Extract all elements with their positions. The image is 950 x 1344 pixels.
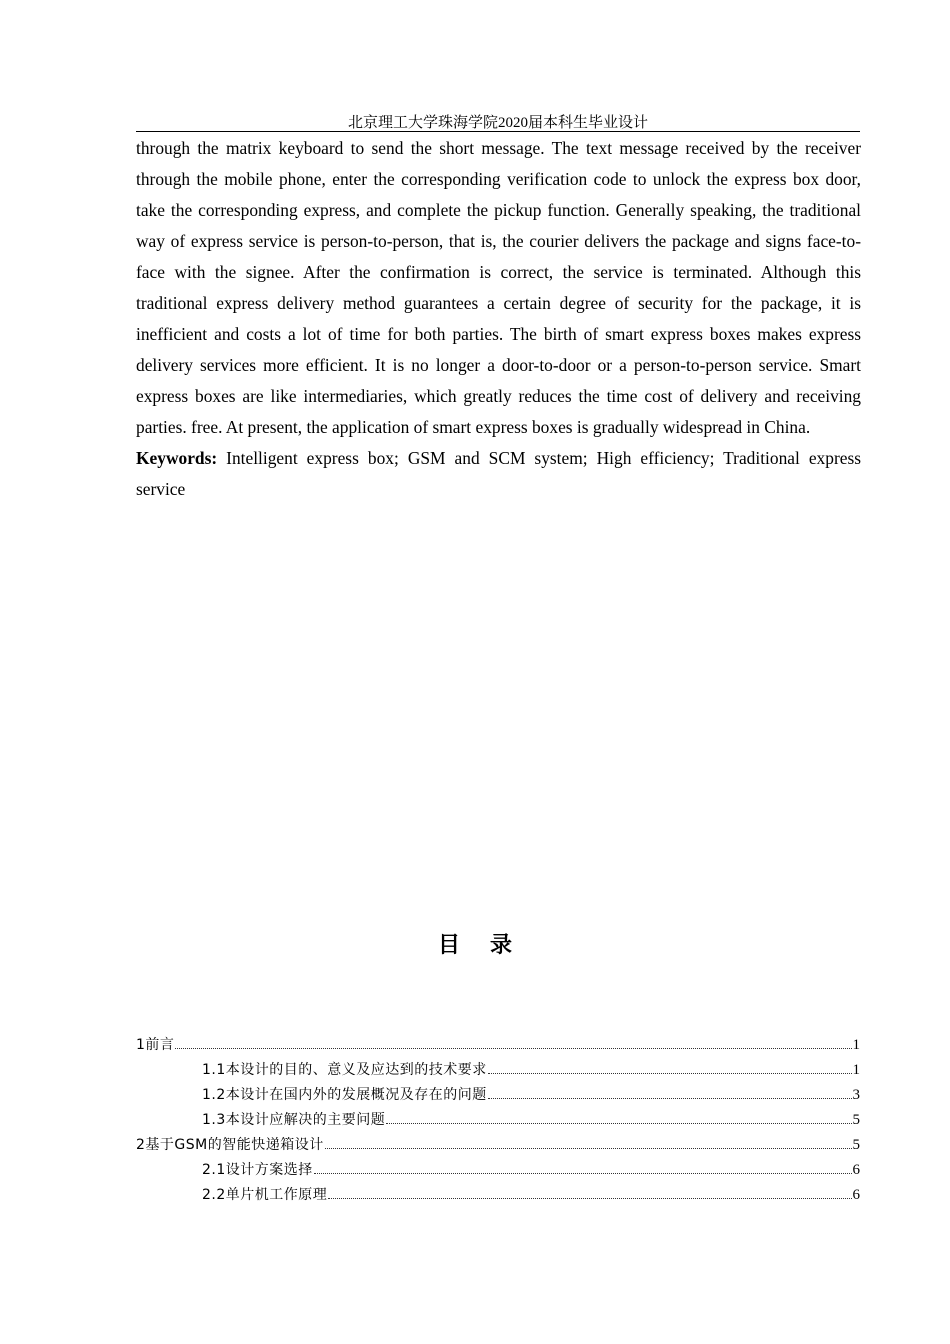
- toc-entry-title: 2基于GSM的智能快递箱设计: [136, 1137, 324, 1153]
- toc-leader-dots: [175, 1048, 851, 1049]
- toc-leader-dots: [386, 1123, 851, 1124]
- toc-entry[interactable]: [136, 1033, 860, 1058]
- toc-entry-title: 2.2单片机工作原理: [202, 1187, 328, 1203]
- toc-entry-title: 1前言: [136, 1037, 175, 1053]
- abstract-section: [136, 133, 861, 505]
- table-of-contents: [136, 1033, 860, 1208]
- header-divider: [136, 131, 860, 132]
- toc-entry-title: 2.1设计方案选择: [202, 1162, 313, 1178]
- keywords-label: Keywords:: [136, 448, 218, 468]
- toc-leader-dots: [314, 1173, 852, 1174]
- toc-entry-page: 1: [852, 1037, 860, 1053]
- toc-title: 目录: [437, 933, 542, 958]
- keywords-line: [136, 443, 861, 505]
- toc-entry-page: 6: [852, 1162, 860, 1178]
- toc-entry[interactable]: [136, 1133, 860, 1158]
- toc-entry-page: 1: [852, 1062, 860, 1078]
- toc-entry[interactable]: [136, 1158, 860, 1183]
- toc-leader-dots: [328, 1198, 851, 1199]
- toc-leader-dots: [488, 1098, 852, 1099]
- toc-entry[interactable]: [136, 1183, 860, 1208]
- toc-entry[interactable]: [136, 1083, 860, 1108]
- toc-entry[interactable]: [136, 1108, 860, 1133]
- toc-leader-dots: [488, 1073, 852, 1074]
- toc-entry-page: 5: [852, 1112, 860, 1128]
- toc-entry[interactable]: [136, 1058, 860, 1083]
- toc-leader-dots: [325, 1148, 852, 1149]
- keywords-text: Intelligent express box; GSM and SCM system; High efficiency; Traditional express service: [136, 448, 861, 499]
- toc-entry-page: 5: [852, 1137, 860, 1153]
- toc-entry-title: 1.1本设计的目的、意义及应达到的技术要求: [202, 1062, 487, 1078]
- page-header: 北京理工大学珠海学院2020届本科生毕业设计: [347, 115, 648, 131]
- toc-entry-title: 1.3本设计应解决的主要问题: [202, 1112, 386, 1128]
- toc-entry-page: 3: [852, 1087, 860, 1103]
- toc-entry-page: 6: [852, 1187, 860, 1203]
- toc-entry-title: 1.2本设计在国内外的发展概况及存在的问题: [202, 1087, 487, 1103]
- abstract-body: through the matrix keyboard to send the short message. The text message received by the receiver through the mobile phone, enter the corresponding verification code to unlock the express box door, take the corresponding express, and complete the pickup function. Generally speaking, the traditional way of express service is person-to-person, that is, the courier delivers the package and signs face-to-face with the signee. After the confirmation is correct, the service is terminated. Although this traditional express delivery method guarantees a certain degree of security for the package, it is inefficient and costs a lot of time for both parties. The birth of smart express boxes makes express delivery services more efficient. It is no longer a door-to-door or a person-to-person service. Smart express boxes are like intermediaries, which greatly reduces the time cost of delivery and receiving parties. free. At present, the application of smart express boxes is gradually widespread in China.: [136, 138, 861, 437]
